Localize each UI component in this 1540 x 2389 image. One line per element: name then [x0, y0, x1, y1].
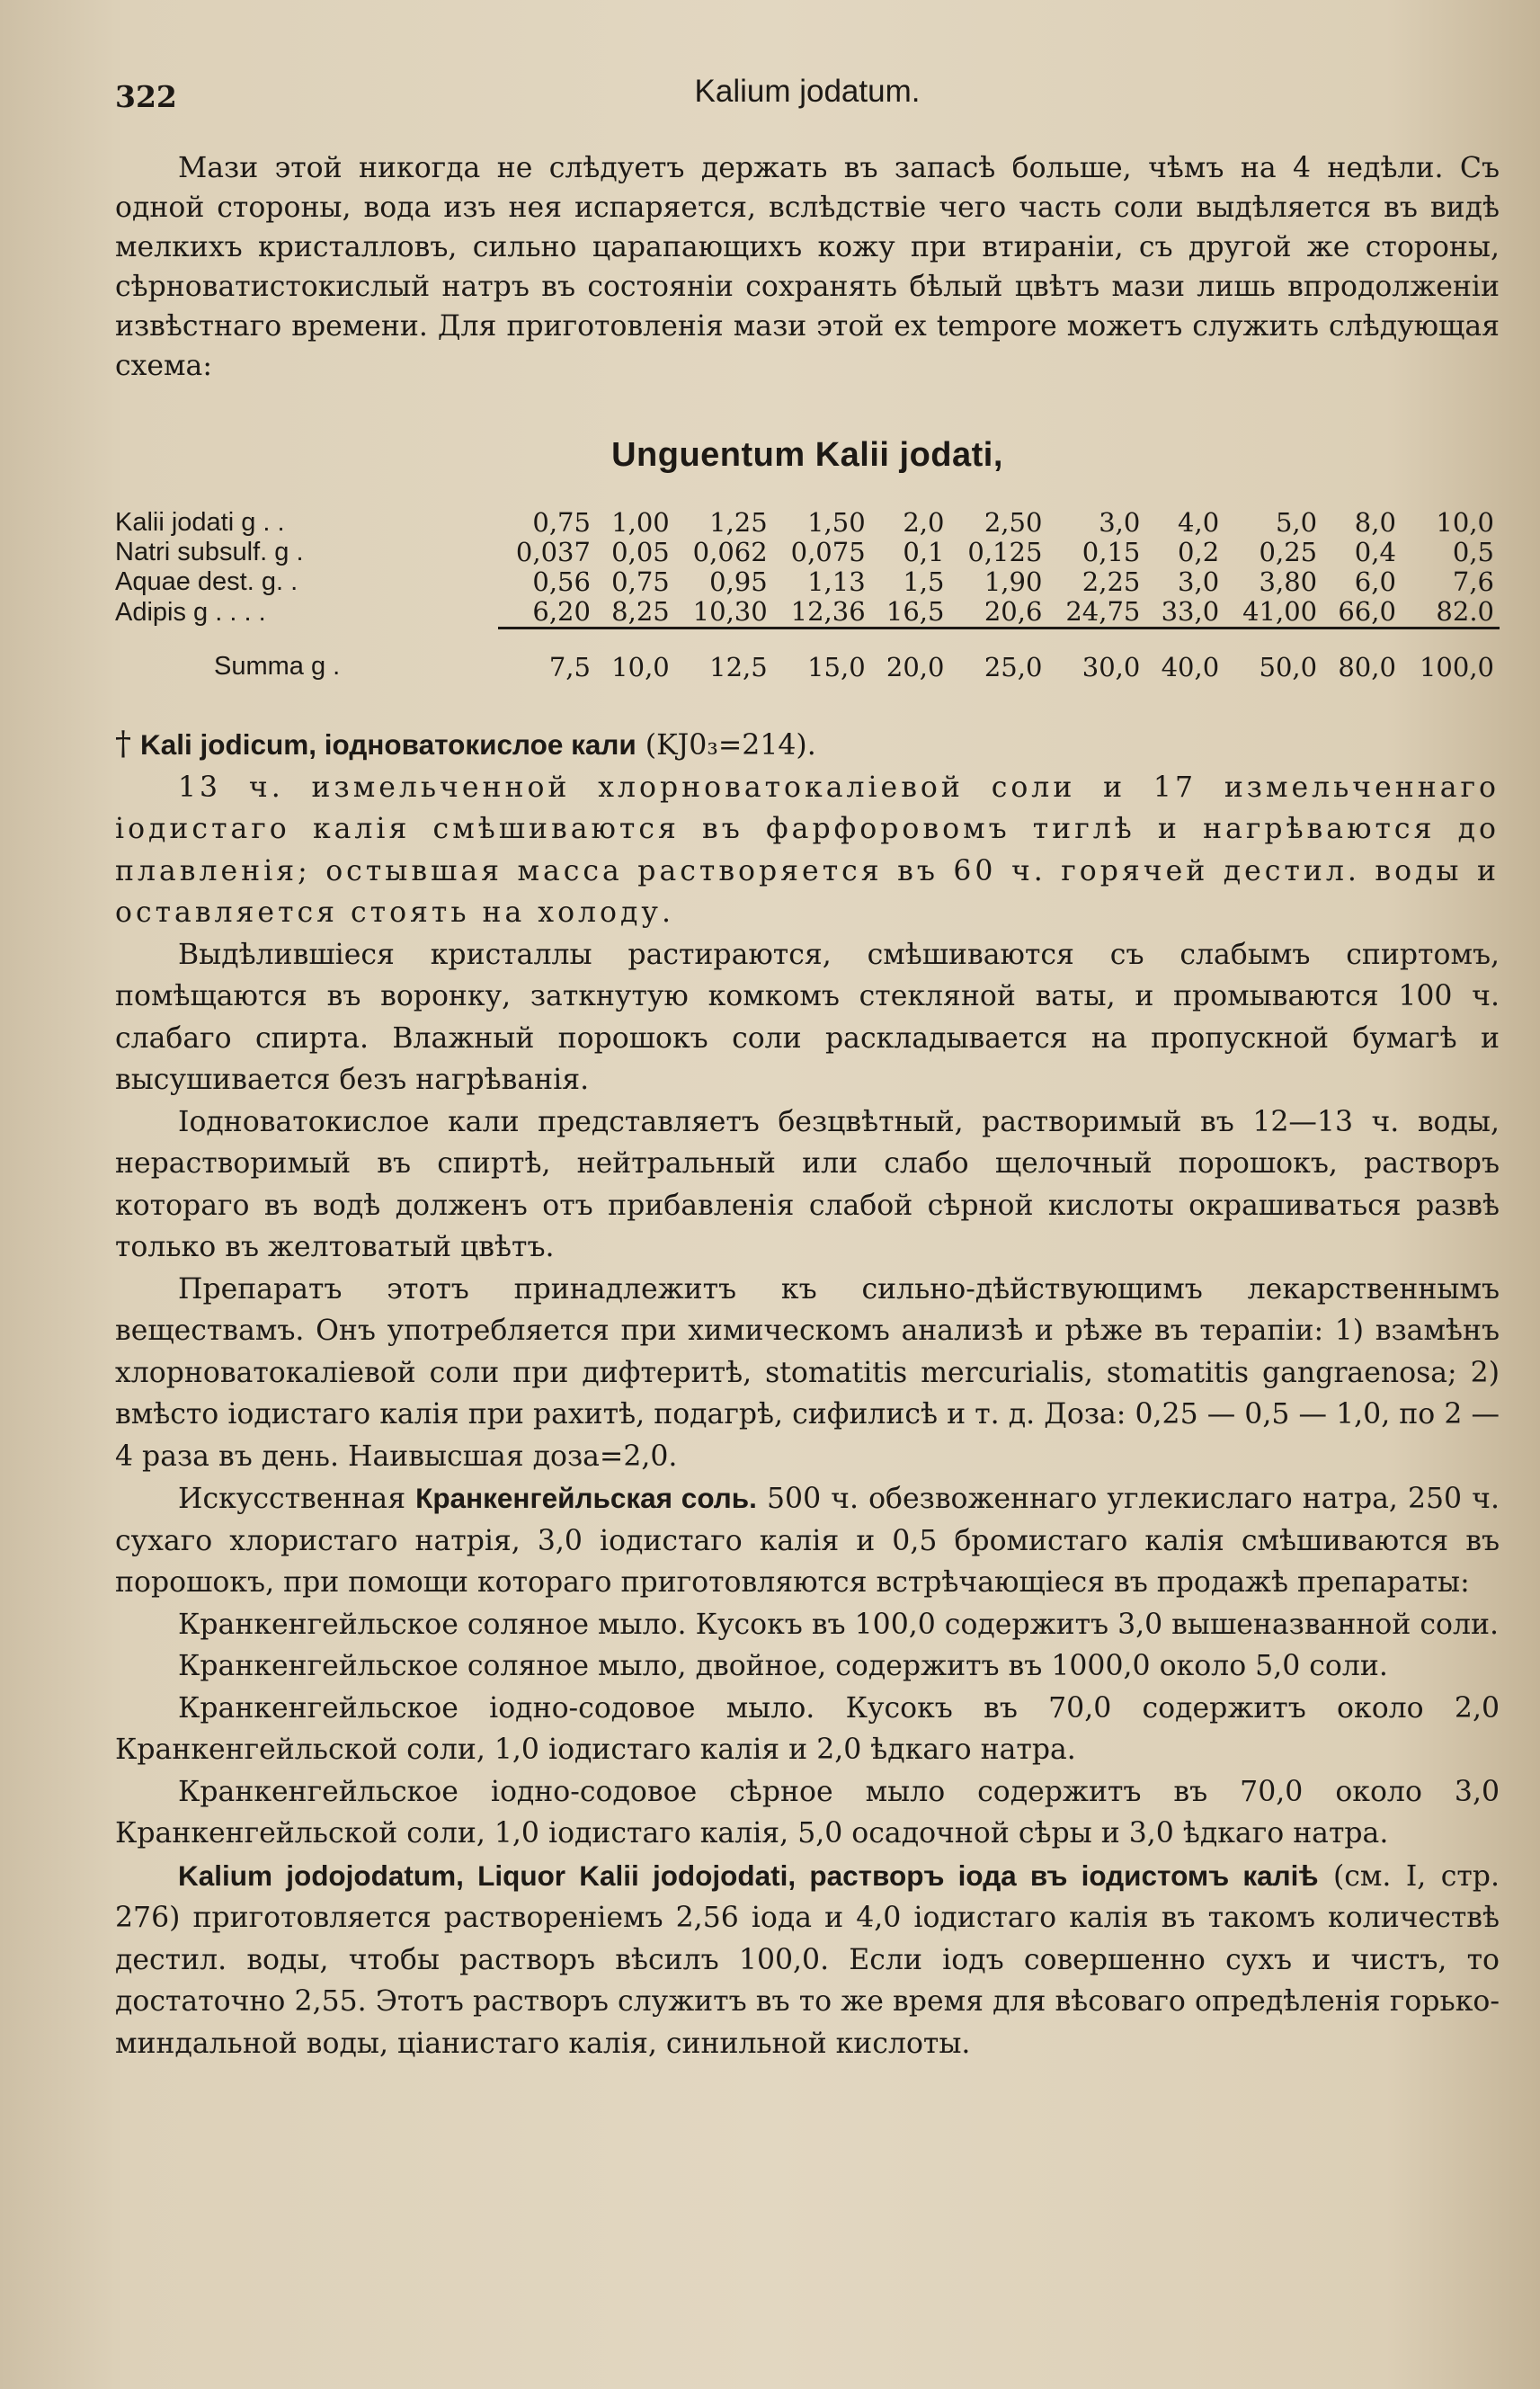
formula-cell: 0,75 — [611, 566, 670, 597]
formula-cell: 0,56 — [532, 566, 591, 597]
kali-jodicum-crystals: Выдѣлившіеся кристаллы растираются, смѣшиваются съ слабымъ спиртомъ, помѣщаются въ воронку, заткнутую комкомъ стекляной ваты, и промываются 100 ч. слабаго спирта. Влажный порошокъ соли раскладывается на пропускной бумагѣ и высушивается безъ нагрѣванія. — [115, 938, 1500, 1096]
formula-cell: 1,5 — [903, 566, 945, 597]
formula-cell: 10,30 — [692, 596, 768, 627]
running-head: Kalium jodatum. — [694, 74, 921, 109]
intro-paragraph: Мази этой никогда не слѣдуетъ держать въ запасѣ больше, чѣмъ на 4 недѣли. Съ одной стороны, вода изъ нея испаряется, вслѣдствіе чего часть соли выдѣляется въ видѣ мелкихъ кристалловъ, сильно царапающихъ кожу при втираніи, съ другой же стороны, сѣрноватистокислый натръ въ состояніи сохранять бѣлый цвѣтъ мази лишь впродолженіи извѣстнаго времени. Для приготовленія мази этой ex tempore можетъ служить слѣдующая схема: — [115, 152, 1500, 382]
formula-cell: 82.0 — [1436, 596, 1494, 627]
formula-cell: 1,90 — [984, 566, 1043, 597]
formula-cell: 0,1 — [903, 537, 945, 567]
formula-cell: 1,13 — [807, 566, 866, 597]
formula-row-label: Summa g . — [214, 651, 341, 681]
formula-cell: 12,36 — [790, 596, 866, 627]
formula-cell: 10,0 — [596, 628, 675, 686]
formula-cell: 15,0 — [773, 628, 871, 686]
formula-cell: 2,25 — [1082, 566, 1141, 597]
formula-title: Unguentum Kalii jodati, — [611, 436, 1003, 474]
formula-row — [115, 597, 1500, 628]
kalium-jodojodatum-paragraph — [115, 1855, 1500, 2065]
formula-cell: 7,5 — [498, 628, 596, 686]
kranken-soap-3: Кранкенгейльское іодно-содовое мыло. Кусокъ въ 70,0 содержитъ около 2,0 Кранкенгейльской соли, 1,0 іодистаго калія и 2,0 ѣдкаго натра. — [115, 1691, 1500, 1766]
kranken-title: Кранкенгейльская соль. — [415, 1482, 757, 1514]
formula-cell: 40,0 — [1145, 628, 1224, 686]
formula-row — [115, 567, 1500, 597]
formula-cell: 4,0 — [1178, 507, 1220, 538]
formula-cell: 10,0 — [1436, 507, 1494, 538]
formula-row-label: Kalii jodati g . . — [115, 508, 285, 537]
formula-cell: 33,0 — [1161, 596, 1220, 627]
kali-jodicum-properties: Іодноватокислое кали представляетъ безцвѣтный, растворимый въ 12—13 ч. воды, нерастворимый въ спиртѣ, нейтральный или слабо щелочный порошокъ, растворъ котораго въ водѣ долженъ отъ прибавленія слабой сѣрной кислоты окрашиваться развѣ только въ желтоватый цвѣтъ. — [115, 1105, 1500, 1263]
formula-row-label: Aquae dest. g. . — [115, 567, 298, 596]
formula-cell: 5,0 — [1275, 507, 1318, 538]
page-number: 322 — [115, 79, 177, 114]
kranken-salt-paragraph — [115, 1477, 1500, 1604]
formula-cell: 100,0 — [1402, 628, 1500, 686]
formula-cell: 2,50 — [984, 507, 1043, 538]
formula-cell: 0,5 — [1452, 537, 1494, 567]
formula-cell: 0,75 — [532, 507, 591, 538]
formula-cell: 12,5 — [675, 628, 773, 686]
formula-cell: 6,0 — [1354, 566, 1396, 597]
kalium-jodojodatum-text: (см. I, стр. 276) приготовляется раствореніемъ 2,56 іода и 4,0 іодистаго калія въ такомъ количествѣ дестил. воды, чтобы растворъ вѣсилъ 100,0. Если іодъ совершенно сухъ и чистъ, то достаточно 2,55. Этотъ растворъ служитъ въ то же время для вѣсоваго опредѣленія горько-миндальной воды, ціанистаго калія, синильной кислоты. — [115, 1859, 1500, 2060]
formula-row — [115, 538, 1500, 567]
kranken-lead: Искусственная — [178, 1483, 406, 1515]
formula-cell: 20,6 — [984, 596, 1043, 627]
formula-row-label: Natri subsulf. g . — [115, 538, 304, 566]
formula-cell: 24,75 — [1065, 596, 1141, 627]
formula-cell: 50,0 — [1224, 628, 1322, 686]
kali-jodicum-formula: (KJ0₃=214). — [645, 729, 816, 762]
formula-cell: 41,00 — [1242, 596, 1318, 627]
intro-paragraph-block — [115, 148, 1500, 386]
formula-table — [115, 508, 1500, 685]
kali-jodicum-heading — [115, 724, 1500, 767]
dagger-mark: † — [115, 726, 131, 762]
kali-jodicum-usage: Препаратъ этотъ принадлежитъ къ сильно-дѣйствующимъ лекарственнымъ веществамъ. Онъ употребляется при химическомъ анализѣ и рѣже въ терапіи: 1) взамѣнъ хлорноватокаліевой соли при дифтеритѣ, stomatitis mercurialis, stomatitis gangraenosa; 2) вмѣсто іодистаго калія при рахитѣ, подагрѣ, сифилисѣ и т. д. Доза: 0,25 — 0,5 — 1,0, по 2 — 4 раза въ день. Наивысшая доза=2,0. — [115, 1272, 1500, 1473]
formula-cell: 0,15 — [1082, 537, 1141, 567]
formula-cell: 66,0 — [1338, 596, 1396, 627]
formula-cell: 0,062 — [692, 537, 768, 567]
formula-cell: 0,037 — [515, 537, 591, 567]
formula-sum-row — [115, 628, 1500, 686]
formula-cell: 30,0 — [1047, 628, 1145, 686]
formula-cell: 2,0 — [903, 507, 945, 538]
formula-cell: 0,125 — [967, 537, 1043, 567]
formula-cell: 7,6 — [1452, 566, 1494, 597]
formula-cell: 0,95 — [709, 566, 768, 597]
formula-cell: 20,0 — [871, 628, 950, 686]
formula-cell: 1,50 — [807, 507, 866, 538]
formula-cell: 0,25 — [1259, 537, 1318, 567]
formula-cell: 80,0 — [1322, 628, 1402, 686]
formula-cell: 3,0 — [1178, 566, 1220, 597]
formula-row — [115, 508, 1500, 538]
kranken-soap-1: Кранкенгейльское соляное мыло. Кусокъ въ 100,0 содержитъ 3,0 вышеназванной соли. — [178, 1608, 1499, 1641]
main-text — [115, 724, 1500, 2064]
formula-cell: 1,25 — [709, 507, 768, 538]
formula-cell: 6,20 — [532, 596, 591, 627]
kalium-jodojodatum-title: Kalium jodojodatum, Liquor Kalii jodojodati, растворъ іода въ іодистомъ каліѣ — [178, 1859, 1319, 1892]
formula-cell: 0,2 — [1178, 537, 1220, 567]
formula-cell: 3,80 — [1259, 566, 1318, 597]
formula-cell: 0,4 — [1354, 537, 1396, 567]
page-header — [115, 63, 1500, 117]
formula-cell: 25,0 — [949, 628, 1047, 686]
formula-cell: 3,0 — [1099, 507, 1141, 538]
formula-cell: 0,075 — [790, 537, 866, 567]
kranken-soap-2: Кранкенгейльское соляное мыло, двойное, содержитъ въ 1000,0 около 5,0 соли. — [178, 1650, 1388, 1682]
formula-cell: 8,0 — [1354, 507, 1396, 538]
formula-cell: 8,25 — [611, 596, 670, 627]
formula-cell: 0,05 — [611, 537, 670, 567]
kali-jodicum-title: Kali jodicum, іодноватокислое кали — [140, 728, 636, 761]
formula-cell: 1,00 — [611, 507, 670, 538]
kali-jodicum-preparation: 13 ч. измельченной хлорноватокаліевой соли и 17 измельченнаго іодистаго калія смѣшиваются въ фарфоровомъ тиглѣ и нагрѣваются до плавленія; остывшая масса растворяется въ 60 ч. горячей дестил. воды и оставляется стоять на холоду. — [115, 771, 1500, 929]
kranken-text: 500 ч. обезвоженнаго углекислаго натра, 250 ч. сухаго хлористаго натрія, 3,0 іодистаго калія и 0,5 бромистаго калія смѣшиваются въ порошокъ, при помощи котораго приготовляются встрѣчающіеся въ продажѣ препараты: — [115, 1483, 1500, 1599]
kranken-soap-4: Кранкенгейльское іодно-содовое сѣрное мыло содержитъ въ 70,0 около 3,0 Кранкенгейльской соли, 1,0 іодистаго калія, 5,0 осадочной сѣры и 3,0 ѣдкаго натра. — [115, 1775, 1500, 1850]
formula-cell: 16,5 — [886, 596, 945, 627]
formula-row-label: Adipis g . . . . — [115, 597, 266, 627]
